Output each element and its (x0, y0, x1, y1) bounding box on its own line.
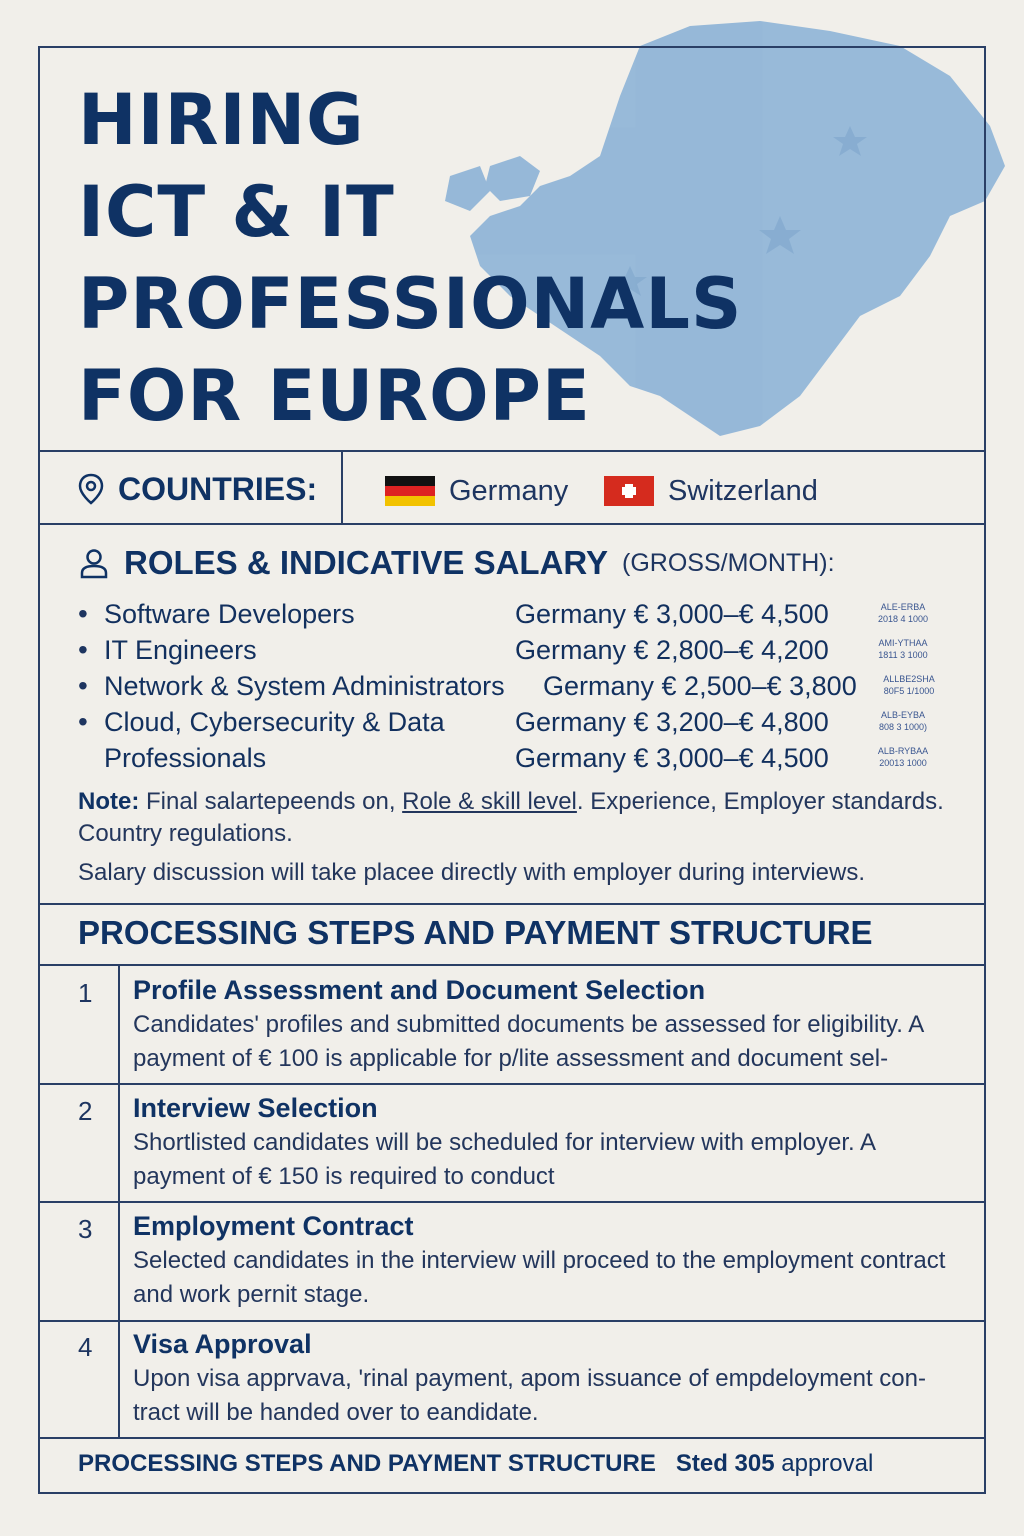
bullet: • (78, 670, 88, 701)
title-line-1: HIRING (78, 79, 365, 161)
role-salary: Germany € 3,000–€ 4,500 (515, 743, 829, 773)
divider (38, 1201, 986, 1203)
note-label: Note: (78, 788, 140, 815)
role-salary: Germany € 3,200–€ 4,800 (515, 707, 829, 737)
note-text: . Experience, Employer standards. Country regulations. (78, 788, 944, 847)
roles-heading-text: ROLES & INDICATIVE SALARY (124, 544, 609, 581)
role-row (78, 596, 958, 632)
role-salary: Germany € 3,000–€ 4,500 (515, 599, 829, 629)
role-name: Software Developers (104, 599, 355, 629)
step-description: Shortlisted candidates will be scheduled for interview with employer. A payment of € 150 is required to conduct (133, 1129, 875, 1190)
country-name: Switzerland (668, 474, 818, 507)
step-title: Interview Selection (133, 1093, 378, 1123)
location-pin-icon (78, 473, 104, 505)
role-name: IT Engineers (104, 635, 257, 665)
step-description: Selected candidates in the interview will proceed to the employment contract and work pernit stage. (133, 1247, 946, 1308)
role-name: Cloud, Cybersecurity & Data (104, 707, 445, 737)
step-description: Upon visa apprvava, 'rinal payment, apom issuance of empdeloyment con- tract will be handed over to eandidate. (133, 1365, 926, 1426)
bullet: • (78, 598, 88, 629)
role-salary: Germany € 2,800–€ 4,200 (515, 635, 829, 665)
step-title: Visa Approval (133, 1329, 312, 1359)
stamp-line: ALE-ERBA (880, 602, 926, 612)
divider (38, 450, 986, 452)
country-name: Germany (449, 474, 569, 507)
salary-stamp (862, 745, 944, 769)
person-icon (78, 547, 110, 579)
stamp-line: 2018 4 1000 (877, 614, 929, 624)
role-name: Professionals (104, 743, 267, 773)
country-switzerland (604, 470, 818, 512)
role-name: Network & System Administrators (104, 671, 505, 701)
poster-title (78, 74, 742, 442)
divider (38, 523, 986, 525)
roles-heading (78, 544, 835, 582)
step-number: 2 (78, 1096, 93, 1126)
stamp-line: ALLBE2SHA (883, 674, 935, 684)
steps-heading: PROCESSING STEPS AND PAYMENT STRUCTURE (78, 914, 873, 951)
divider (38, 903, 986, 905)
switzerland-flag-icon (604, 476, 654, 506)
salary-discussion: Salary discussion will take placee directly with employer during interviews. (78, 859, 865, 886)
stamp-line: 1811 3 1000 (878, 650, 928, 660)
step-number: 3 (78, 1214, 93, 1244)
bullet: • (78, 706, 88, 737)
countries-label (78, 466, 317, 512)
step-title: Profile Assessment and Document Selection (133, 975, 706, 1005)
footer-tail: approval (774, 1450, 874, 1477)
divider (38, 1437, 986, 1439)
role-row (78, 704, 958, 740)
germany-flag-icon (385, 476, 435, 506)
footer (78, 1450, 873, 1478)
divider (341, 450, 343, 525)
divider (38, 1083, 986, 1085)
stamp-line: 20013 1000 (879, 758, 927, 768)
countries-label-text: COUNTRIES: (118, 470, 318, 507)
divider (118, 964, 120, 1439)
footer-bold: Sted 305 (675, 1450, 775, 1477)
step-number: 4 (78, 1332, 93, 1362)
stamp-line: ALB-RYBAA (877, 746, 929, 756)
stamp-line: ALB-EYBA (880, 710, 926, 720)
salary-stamp (862, 601, 944, 625)
title-line-2: ICT & IT (78, 171, 395, 253)
role-row (78, 740, 958, 776)
role-salary: Germany € 2,500–€ 3,800 (543, 671, 857, 701)
footer-heading: PROCESSING STEPS AND PAYMENT STRUCTURE (78, 1450, 656, 1477)
bullet: • (78, 634, 88, 665)
step-number: 1 (78, 978, 93, 1008)
stamp-line: AMI-YTHAA (878, 638, 928, 648)
title-line-4: FOR EUROPE (78, 355, 591, 437)
role-row (78, 668, 958, 704)
step-title: Employment Contract (133, 1211, 414, 1241)
step-description: Candidates' profiles and submitted documents be assessed for eligibility. A payment of € 100 is applicable for p/lite assessment and document sel- (133, 1011, 923, 1072)
salary-note (78, 786, 958, 850)
role-row (78, 632, 958, 668)
divider (38, 964, 986, 966)
salary-stamp (862, 637, 944, 661)
roles-heading-suffix: (GROSS/MONTH): (622, 548, 835, 577)
salary-stamp (868, 673, 950, 697)
note-text: Final salartepeends on, (139, 788, 403, 815)
divider (38, 1320, 986, 1322)
note-underlined: Role & skill level (402, 788, 577, 815)
stamp-line: 80F5 1/1000 (883, 686, 935, 696)
salary-stamp (862, 709, 944, 733)
country-germany (385, 470, 568, 512)
stamp-line: 808 3 1000) (878, 722, 928, 732)
title-line-3: PROFESSIONALS (78, 263, 743, 345)
